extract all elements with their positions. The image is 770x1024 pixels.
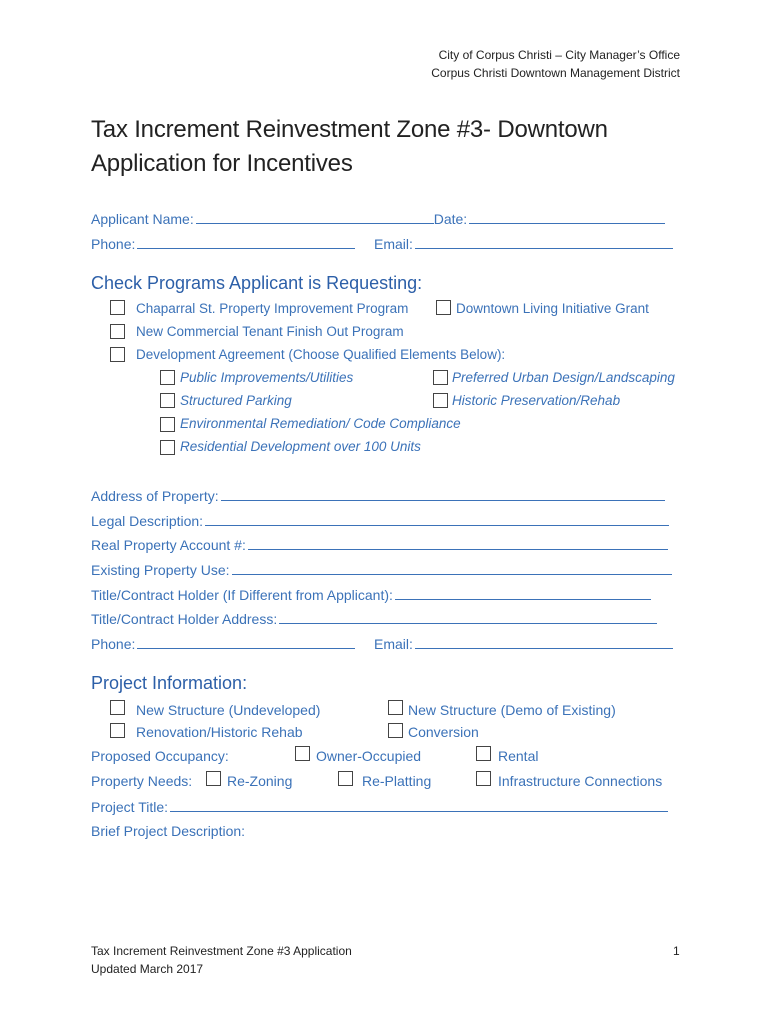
date-label: Date: <box>433 211 468 227</box>
residential-label: Residential Development over 100 Units <box>180 439 421 454</box>
header-line-1: City of Corpus Christi – City Manager’s Office <box>438 48 680 62</box>
legal-description-input[interactable] <box>205 511 669 526</box>
address-input[interactable] <box>221 486 665 501</box>
account-field[interactable] <box>91 535 668 553</box>
downtown-living-checkbox[interactable] <box>436 300 451 315</box>
holder-phone-label: Phone: <box>91 636 136 652</box>
urban-design-label: Preferred Urban Design/Landscaping <box>452 370 675 385</box>
project-heading: Project Information: <box>91 673 248 693</box>
date-input[interactable] <box>469 209 665 224</box>
holder-address-label: Title/Contract Holder Address: <box>91 611 278 627</box>
infrastructure-checkbox[interactable] <box>476 771 491 786</box>
applicant-email-field[interactable] <box>374 234 673 252</box>
page-title: Tax Increment Reinvestment Zone #3- Downtown <box>91 116 608 143</box>
email-label: Email: <box>374 236 413 252</box>
page-number: 1 <box>673 944 680 958</box>
new-structure-checkbox[interactable] <box>110 700 125 715</box>
infrastructure-label: Infrastructure Connections <box>498 773 663 789</box>
structured-parking-label: Structured Parking <box>180 393 292 408</box>
applicant-phone-field[interactable] <box>91 234 355 252</box>
footer-doc-name: Tax Increment Reinvestment Zone #3 Application <box>91 944 352 958</box>
owner-occupied-label: Owner-Occupied <box>316 748 422 764</box>
project-title-field[interactable] <box>91 797 668 815</box>
rezoning-checkbox[interactable] <box>206 771 221 786</box>
new-structure-demo-label: New Structure (Demo of Existing) <box>408 702 616 718</box>
holder-address-field[interactable] <box>91 609 657 627</box>
renovation-checkbox[interactable] <box>110 723 125 738</box>
project-description-label: Brief Project Description: <box>91 823 246 839</box>
email-input[interactable] <box>415 234 673 249</box>
holder-label: Title/Contract Holder (If Different from Applicant): <box>91 587 393 603</box>
property-use-label: Existing Property Use: <box>91 562 230 578</box>
holder-email-field[interactable] <box>374 634 673 652</box>
holder-email-input[interactable] <box>415 634 673 649</box>
applicant-name-input[interactable] <box>196 209 434 224</box>
rental-checkbox[interactable] <box>476 746 491 761</box>
development-agreement-checkbox[interactable] <box>110 347 125 362</box>
replatting-checkbox[interactable] <box>338 771 353 786</box>
chaparral-checkbox[interactable] <box>110 300 125 315</box>
page-subtitle: Application for Incentives <box>91 150 353 177</box>
development-agreement-label: Development Agreement (Choose Qualified Elements Below): <box>136 347 506 362</box>
holder-field[interactable] <box>91 585 651 603</box>
new-structure-demo-checkbox[interactable] <box>388 700 403 715</box>
project-title-input[interactable] <box>170 797 668 812</box>
header-line-2: Corpus Christi Downtown Management District <box>431 66 680 80</box>
property-use-input[interactable] <box>232 560 672 575</box>
environmental-label: Environmental Remediation/ Code Compliance <box>180 416 461 431</box>
holder-input[interactable] <box>395 585 651 600</box>
tenant-finish-label: New Commercial Tenant Finish Out Program <box>136 324 404 339</box>
phone-input[interactable] <box>137 234 355 249</box>
historic-preservation-checkbox[interactable] <box>433 393 448 408</box>
footer-updated: Updated March 2017 <box>91 962 204 976</box>
replatting-label: Re-Platting <box>362 773 432 789</box>
applicant-name-label: Applicant Name: <box>91 211 194 227</box>
occupancy-label: Proposed Occupancy: <box>91 748 229 764</box>
public-improvements-label: Public Improvements/Utilities <box>180 370 354 385</box>
address-field[interactable] <box>91 486 665 504</box>
urban-design-checkbox[interactable] <box>433 370 448 385</box>
renovation-label: Renovation/Historic Rehab <box>136 724 303 740</box>
structured-parking-checkbox[interactable] <box>160 393 175 408</box>
residential-checkbox[interactable] <box>160 440 175 455</box>
holder-phone-input[interactable] <box>137 634 355 649</box>
legal-description-field[interactable] <box>91 511 669 529</box>
owner-occupied-checkbox[interactable] <box>295 746 310 761</box>
property-needs-label: Property Needs: <box>91 773 193 789</box>
conversion-checkbox[interactable] <box>388 723 403 738</box>
property-use-field[interactable] <box>91 560 672 578</box>
account-input[interactable] <box>248 535 668 550</box>
applicant-name-field[interactable] <box>91 209 665 227</box>
programs-heading: Check Programs Applicant is Requesting: <box>91 273 423 293</box>
address-label: Address of Property: <box>91 488 219 504</box>
public-improvements-checkbox[interactable] <box>160 370 175 385</box>
holder-address-input[interactable] <box>279 609 657 624</box>
project-title-label: Project Title: <box>91 799 169 815</box>
conversion-label: Conversion <box>408 724 479 740</box>
phone-label: Phone: <box>91 236 136 252</box>
holder-email-label: Email: <box>374 636 413 652</box>
downtown-living-label: Downtown Living Initiative Grant <box>456 301 649 316</box>
account-label: Real Property Account #: <box>91 537 246 553</box>
rezoning-label: Re-Zoning <box>227 773 293 789</box>
tenant-finish-checkbox[interactable] <box>110 324 125 339</box>
environmental-checkbox[interactable] <box>160 417 175 432</box>
historic-preservation-label: Historic Preservation/Rehab <box>452 393 621 408</box>
rental-label: Rental <box>498 748 539 764</box>
new-structure-label: New Structure (Undeveloped) <box>136 702 321 718</box>
holder-phone-field[interactable] <box>91 634 355 652</box>
legal-description-label: Legal Description: <box>91 513 204 529</box>
chaparral-label: Chaparral St. Property Improvement Program <box>136 301 409 316</box>
